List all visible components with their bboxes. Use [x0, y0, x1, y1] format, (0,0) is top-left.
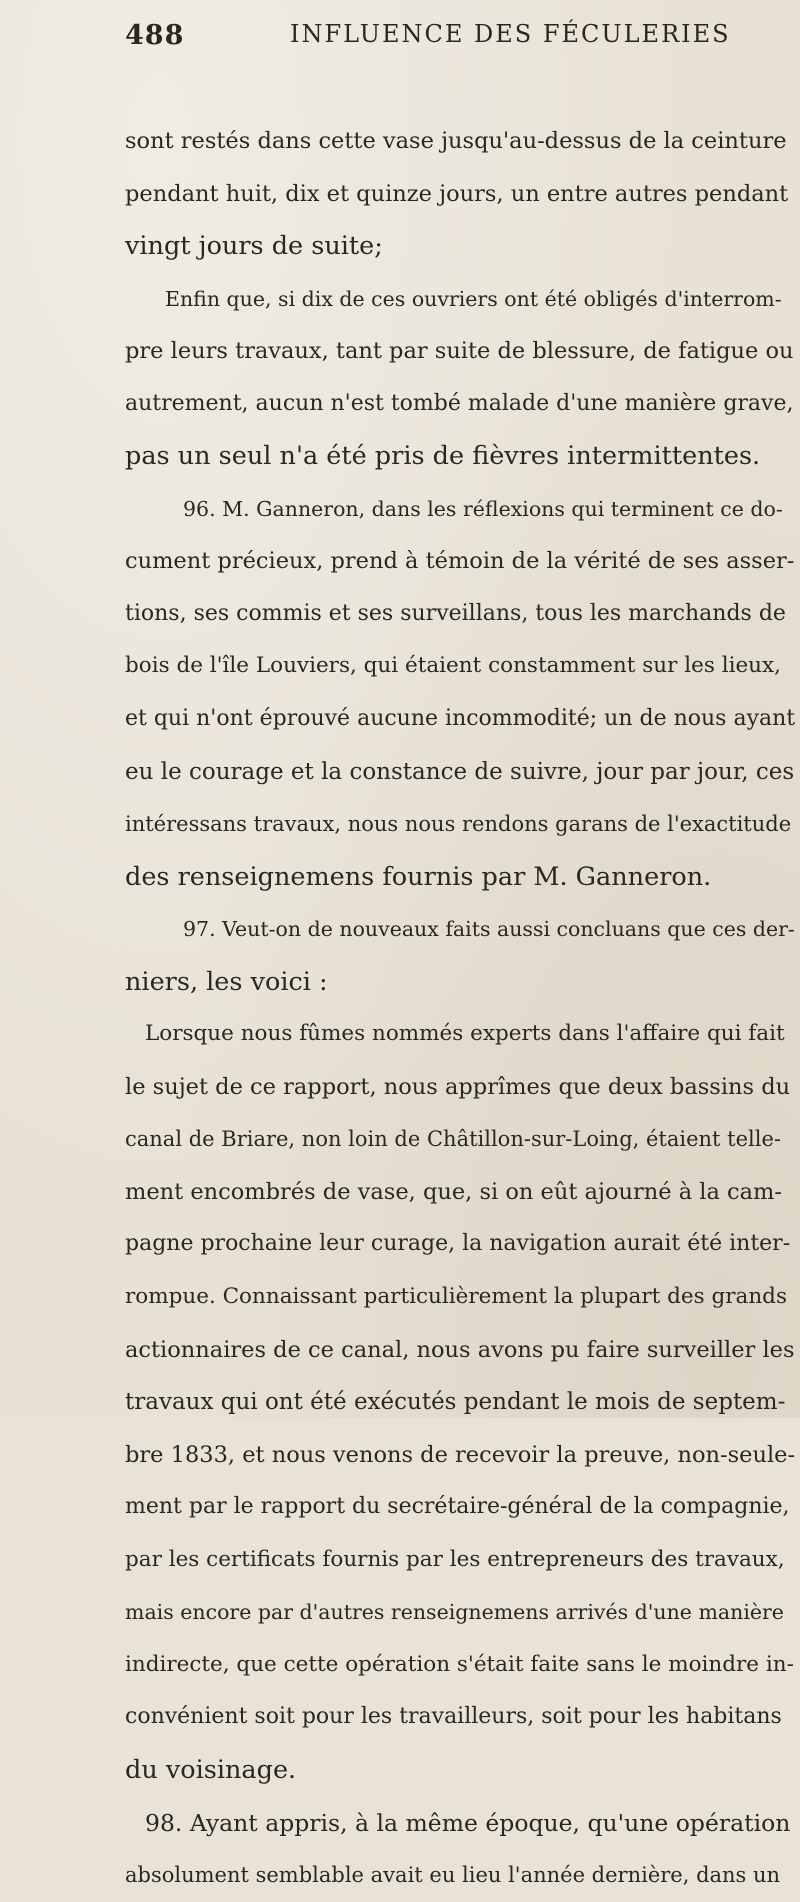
text-line: cument précieux, prend à témoin de la vérité de ses asser-	[125, 548, 795, 575]
text-line: autrement, aucun n'est tombé malade d'une manière grave,	[125, 390, 794, 416]
text-line: tions, ses commis et ses surveillans, tous les marchands de	[125, 600, 786, 626]
text-line: convénient soit pour les travailleurs, soit pour les habitans	[125, 1704, 782, 1730]
text-line: bre 1833, et nous venons de recevoir la preuve, non-seule-	[125, 1441, 795, 1468]
text-line: pagne prochaine leur curage, la navigation aurait été inter-	[125, 1231, 791, 1257]
text-line: 97. Veut-on de nouveaux faits aussi concluans que ces der-	[183, 917, 795, 942]
text-line: Lorsque nous fûmes nommés experts dans l'affaire qui fait	[145, 1021, 785, 1047]
page-header	[125, 20, 731, 56]
body-text	[125, 115, 795, 1902]
page-number: 488	[125, 20, 185, 51]
text-line: indirecte, que cette opération s'était faite sans le moindre in-	[125, 1651, 794, 1677]
text-line: et qui n'ont éprouvé aucune incommodité; un de nous ayant	[125, 706, 795, 732]
text-line: ment par le rapport du secrétaire-général de la compagnie,	[125, 1494, 790, 1520]
text-line: pendant huit, dix et quinze jours, un entre autres pendant	[125, 180, 789, 207]
text-line: sont restés dans cette vase jusqu'au-dessus de la ceinture	[125, 128, 787, 154]
text-line: Enfin que, si dix de ces ouvriers ont été obligés d'interrom-	[165, 286, 782, 311]
text-line: des renseignemens fournis par M. Ganneron.	[125, 861, 712, 892]
text-line: bois de l'île Louviers, qui étaient constamment sur les lieux,	[125, 653, 781, 679]
text-line: pre leurs travaux, tant par suite de blessure, de fatigue ou	[125, 338, 794, 365]
text-line: le sujet de ce rapport, nous apprîmes que deux bassins du	[125, 1073, 791, 1100]
text-line: niers, les voici :	[125, 966, 328, 997]
text-line: eu le courage et la constance de suivre, jour par jour, ces	[125, 758, 795, 785]
text-line: vingt jours de suite;	[125, 231, 383, 262]
text-line: mais encore par d'autres renseignemens arrivés d'une manière	[125, 1600, 784, 1625]
text-line: intéressans travaux, nous nous rendons garans de l'exactitude	[125, 812, 792, 837]
text-line: ment encombrés de vase, que, si on eût ajourné à la cam-	[125, 1178, 782, 1205]
text-line: actionnaires de ce canal, nous avons pu faire surveiller les	[125, 1336, 795, 1363]
text-line: absolument semblable avait eu lieu l'année dernière, dans un	[125, 1863, 781, 1888]
text-line: pas un seul n'a été pris de fièvres intermittentes.	[125, 441, 761, 472]
text-line: 98. Ayant appris, à la même époque, qu'une opération	[145, 1808, 791, 1837]
text-line: du voisinage.	[125, 1754, 297, 1785]
text-line: 96. M. Ganneron, dans les réflexions qui terminent ce do-	[183, 496, 783, 521]
text-line: canal de Briare, non loin de Châtillon-sur-Loing, étaient telle-	[125, 1127, 781, 1152]
text-line: par les certificats fournis par les entrepreneurs des travaux,	[125, 1546, 785, 1572]
text-line: travaux qui ont été exécutés pendant le mois de septem-	[125, 1389, 786, 1416]
running-head: INFLUENCE DES FÉCULERIES	[290, 20, 731, 48]
text-line: rompue. Connaissant particulièrement la plupart des grands	[125, 1284, 787, 1310]
